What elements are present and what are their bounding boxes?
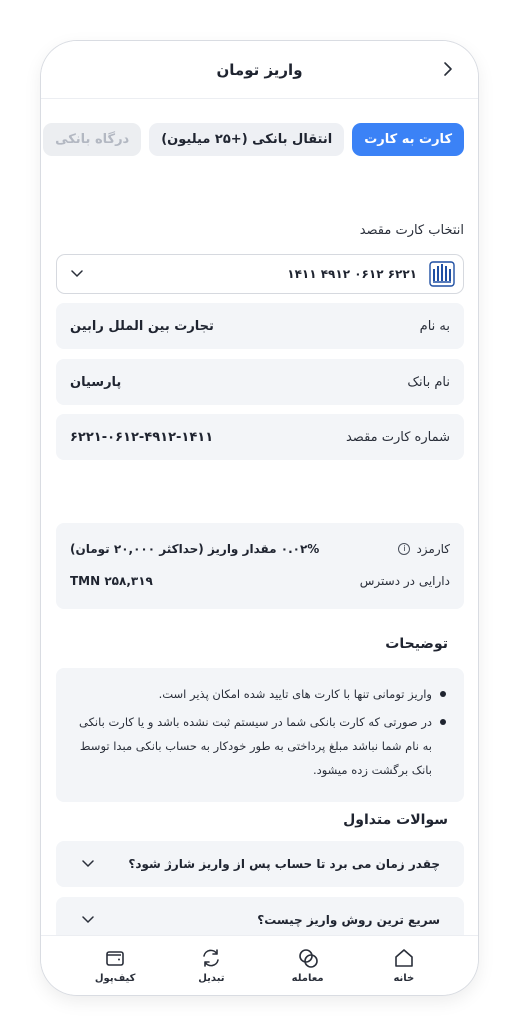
page-title: واریز تومان <box>216 60 303 79</box>
card-number-value[interactable]: ۶۲۲۱-۰۶۱۲-۴۹۱۲-۱۴۱۱ <box>70 429 214 445</box>
fee-box <box>56 523 464 609</box>
chevron-down-icon <box>80 857 94 871</box>
tab-card-to-card[interactable]: کارت به کارت <box>352 123 464 156</box>
faq-question: سریع ترین روش واریز چیست؟ <box>257 913 440 927</box>
description-item <box>70 710 446 782</box>
card-select-label: انتخاب کارت مقصد <box>359 223 464 238</box>
home-icon <box>393 947 415 969</box>
wallet-icon <box>104 947 126 969</box>
nav-home[interactable] <box>374 947 434 984</box>
info-icon[interactable]: i <box>398 543 410 555</box>
available-balance-value: ۲۵۸,۳۱۹ TMN <box>70 574 153 588</box>
account-holder-value: تجارت بین الملل رابین <box>70 318 214 334</box>
description-item <box>70 682 446 706</box>
faq-question: چقدر زمان می برد تا حساب پس از واریز شارژ شود؟ <box>128 857 440 871</box>
nav-label: معامله <box>291 973 324 984</box>
nav-label: تبدیل <box>198 973 225 984</box>
bank-name-row <box>56 359 464 405</box>
fee-value: ۰.۰۲% مقدار واریز (حداکثر ۲۰,۰۰۰ تومان) <box>70 542 320 556</box>
nav-trade[interactable] <box>278 947 338 984</box>
card-number: ۶۲۲۱ ۰۶۱۲ ۴۹۱۲ ۱۴۱۱ <box>287 267 417 281</box>
available-balance-line <box>70 569 450 593</box>
card-number-label: شماره کارت مقصد <box>345 429 450 445</box>
nav-label: کیف‌پول <box>94 973 136 984</box>
description-title: توضیحات <box>385 636 448 652</box>
fee-line <box>70 537 450 561</box>
fee-label: کارمزد <box>416 542 450 556</box>
swap-icon <box>200 947 222 969</box>
phone-frame <box>41 41 478 995</box>
description-text: در صورتی که کارت بانکی شما در سیستم ثبت نشده باشد و یا کارت بانکی به نام شما نباشد مبلغ پرداختی به طور خودکار به حساب بانکی مبدا توسط بانک برگشت زده میشود. <box>78 715 432 777</box>
chevron-down-icon <box>69 267 83 281</box>
description-box <box>56 668 464 802</box>
account-holder-row <box>56 303 464 349</box>
main-content <box>41 99 478 935</box>
bottom-nav <box>41 935 478 995</box>
tab-bank-transfer[interactable]: انتقال بانکی (+۲۵ میلیون) <box>149 123 344 156</box>
bank-name-value: پارسیان <box>70 374 122 390</box>
destination-card-select[interactable] <box>56 254 464 294</box>
bank-logo-icon <box>429 261 455 287</box>
tab-bank-gateway[interactable]: درگاه بانکی <box>43 123 141 156</box>
available-balance-label: دارایی در دسترس <box>359 574 450 588</box>
bank-name-label: نام بانک <box>407 374 450 390</box>
faq-item[interactable] <box>56 841 464 887</box>
faq-item[interactable] <box>56 897 464 935</box>
account-holder-label: به نام <box>419 318 450 334</box>
deposit-method-tabs <box>43 123 464 156</box>
chevron-down-icon <box>80 913 94 927</box>
fee-label-wrap <box>398 542 450 556</box>
nav-swap[interactable] <box>181 947 241 984</box>
trade-icon <box>297 947 319 969</box>
nav-label: خانه <box>393 973 415 984</box>
nav-wallet[interactable] <box>85 947 145 984</box>
bullet-icon <box>440 719 446 725</box>
chevron-right-icon[interactable] <box>436 57 460 81</box>
bullet-icon <box>440 691 446 697</box>
card-number-row <box>56 414 464 460</box>
header <box>41 41 478 99</box>
description-text: واریز تومانی تنها با کارت های تایید شده امکان پذیر است. <box>158 687 432 701</box>
faq-title: سوالات متداول <box>343 812 448 828</box>
